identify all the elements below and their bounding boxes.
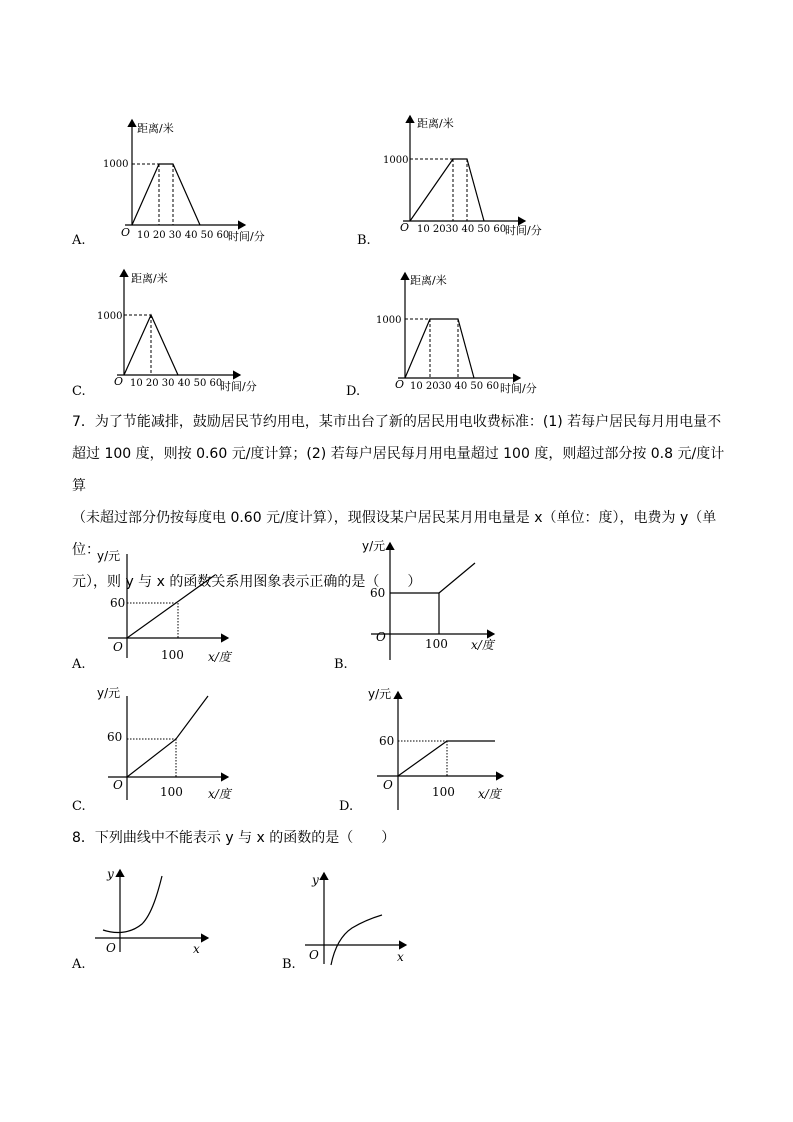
- distance-line: [132, 164, 200, 225]
- fee-line: [127, 575, 215, 638]
- q6-graph-b: [380, 108, 570, 243]
- y-60: 60: [370, 586, 386, 600]
- x-label: x/度: [208, 787, 231, 801]
- origin: O: [113, 640, 123, 654]
- origin: O: [309, 948, 319, 962]
- q6-option-b[interactable]: B.: [357, 233, 371, 248]
- y-60: 60: [379, 734, 395, 748]
- q6-option-a[interactable]: A.: [72, 233, 86, 248]
- q8-text: 8．下列曲线中不能表示 y 与 x 的函数的是（ ）: [72, 830, 396, 846]
- origin: O: [121, 226, 131, 239]
- curve: [331, 915, 382, 965]
- x-label: 时间/分: [500, 382, 537, 395]
- origin: O: [113, 778, 123, 792]
- q7-graph-d: [365, 682, 535, 812]
- x-100: 100: [161, 648, 184, 662]
- origin: O: [395, 378, 405, 391]
- q8-option-b[interactable]: B.: [282, 957, 296, 972]
- q6-graph-d: [375, 268, 565, 403]
- origin: O: [106, 941, 116, 955]
- q7-option-a[interactable]: A.: [72, 657, 86, 672]
- x-label: x: [193, 942, 200, 956]
- x-ticks: 10 20 30 40 50 60: [130, 378, 223, 389]
- y-60: 60: [110, 596, 126, 610]
- q8-option-a[interactable]: A.: [72, 957, 86, 972]
- y-1000: 1000: [103, 159, 129, 170]
- y-label: y/元: [368, 687, 392, 701]
- q7-line-3: （未超过部分仍按每度电 0.60 元/度计算），现假设某户居民某月用电量是 x（单位：度），电费为 y（单位：: [72, 510, 717, 558]
- origin: O: [114, 375, 124, 388]
- x-label: x: [397, 950, 404, 964]
- x-ticks: 10 2030 40 50 60: [417, 224, 507, 235]
- y-60: 60: [107, 730, 123, 744]
- y-label: y/元: [362, 539, 386, 553]
- y-label: 距离/米: [137, 122, 174, 135]
- x-100: 100: [432, 785, 455, 799]
- q7-graph-a: [90, 540, 260, 665]
- x-100: 100: [425, 637, 448, 651]
- distance-line: [410, 159, 484, 221]
- y-label: y/元: [97, 686, 121, 700]
- x-label: x/度: [471, 638, 494, 652]
- x-label: x/度: [478, 787, 501, 801]
- origin: O: [376, 630, 386, 644]
- y-1000: 1000: [383, 155, 409, 166]
- q7-graph-c: [90, 682, 260, 807]
- y-1000: 1000: [376, 315, 402, 326]
- q6-graph-a: [95, 112, 285, 247]
- q7-option-d[interactable]: D.: [339, 799, 354, 814]
- q7-line-1: 7．为了节能减排，鼓励居民节约用电，某市出台了新的居民用电收费标准：(1) 若每户居民每月用电量不: [72, 414, 722, 430]
- y-label: y: [312, 873, 319, 887]
- q6-graph-c: [95, 265, 285, 400]
- fee-line-rise: [439, 563, 475, 593]
- y-label: 距离/米: [417, 117, 454, 130]
- origin: O: [400, 221, 410, 234]
- origin: O: [383, 778, 393, 792]
- x-label: x/度: [208, 650, 231, 664]
- distance-line: [405, 319, 474, 378]
- y-1000: 1000: [97, 311, 123, 322]
- q7-line-4: 元），则 y 与 x 的函数关系用图象表示正确的是（ ）: [72, 574, 422, 590]
- x-label: 时间/分: [505, 224, 542, 237]
- fee-line: [127, 696, 208, 777]
- x-ticks: 10 20 30 40 50 60: [137, 230, 230, 241]
- q8-graph-a: [90, 862, 220, 962]
- q7-line-2: 超过 100 度，则按 0.60 元/度计算；(2) 若每户居民每月用电量超过 100 度，则超过部分按 0.8 元/度计算: [72, 446, 725, 494]
- q8-graph-b: [300, 868, 420, 968]
- y-label: y/元: [97, 549, 121, 563]
- q7-option-b[interactable]: B.: [334, 657, 348, 672]
- q7-option-c[interactable]: C.: [72, 799, 86, 814]
- x-ticks: 10 2030 40 50 60: [410, 381, 500, 392]
- q6-option-d[interactable]: D.: [346, 384, 361, 399]
- fee-line-flat: [390, 593, 439, 634]
- y-label: 距离/米: [410, 274, 447, 287]
- x-100: 100: [160, 785, 183, 799]
- q6-option-c[interactable]: C.: [72, 384, 86, 399]
- x-label: 时间/分: [220, 380, 257, 393]
- x-label: 时间/分: [228, 230, 265, 243]
- fee-line: [398, 741, 495, 776]
- y-label: 距离/米: [131, 272, 168, 285]
- y-label: y: [107, 867, 114, 881]
- curve: [103, 876, 162, 932]
- q7-graph-b: [357, 535, 527, 665]
